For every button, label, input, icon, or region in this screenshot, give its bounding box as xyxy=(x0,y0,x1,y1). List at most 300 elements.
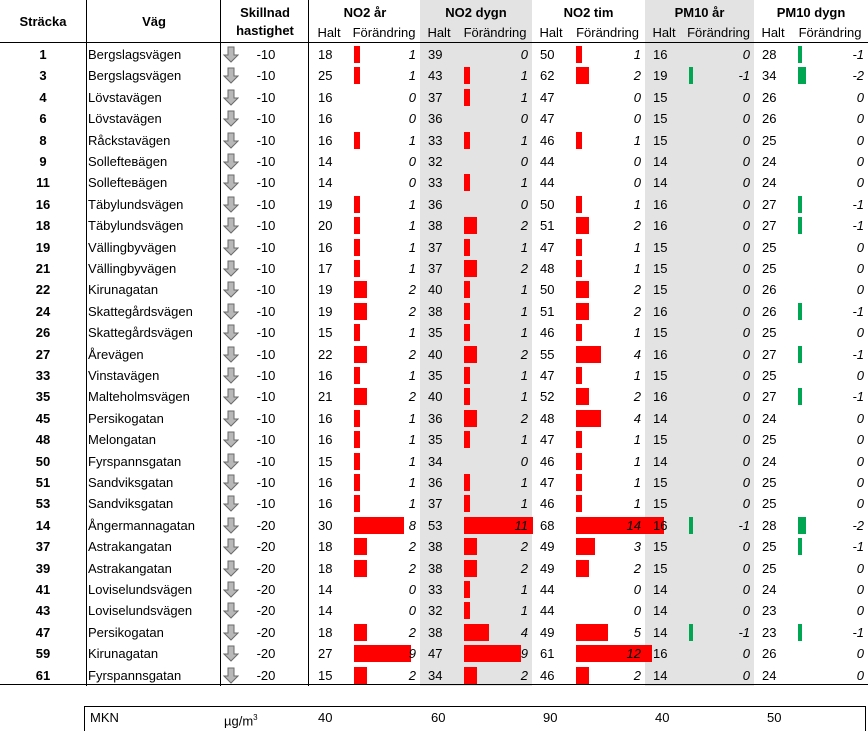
down-arrow-icon xyxy=(223,346,239,363)
halt-pm10-dygn: 27 xyxy=(762,389,777,405)
road-name: Fyrspannsgatan xyxy=(88,453,182,469)
halt-pm10-ar: 15 xyxy=(653,239,668,255)
change-no2-tim: 0 xyxy=(633,582,641,597)
change-pm10-dygn: -1 xyxy=(852,624,864,640)
halt-no2-ar: 27 xyxy=(318,646,333,662)
change-no2-tim: 1 xyxy=(633,475,641,490)
speed-change: -10 xyxy=(256,303,276,319)
halt-no2-dygn: 37 xyxy=(428,261,443,276)
halt-no2-ar: 30 xyxy=(318,517,333,533)
halt-pm10-dygn: 24 xyxy=(762,410,777,426)
halt-pm10-ar: 14 xyxy=(653,175,668,191)
road-name: Malteholmsvägen xyxy=(88,389,190,405)
change-no2-tim: 0 xyxy=(633,154,641,169)
change-pm10-ar: 0 xyxy=(742,132,750,148)
halt-pm10-ar: 15 xyxy=(653,432,668,448)
halt-no2-dygn: 33 xyxy=(428,132,443,148)
change-no2-dygn: 2 xyxy=(520,346,528,362)
mkn-pm10-dygn: 50 xyxy=(767,710,782,725)
halt-pm10-ar: 14 xyxy=(653,624,668,640)
stracka-id: 26 xyxy=(35,325,51,341)
halt-no2-ar: 18 xyxy=(318,560,333,576)
table-row xyxy=(0,301,868,322)
halt-pm10-ar: 16 xyxy=(653,218,668,234)
halt-no2-dygn: 33 xyxy=(428,175,443,191)
change-no2-ar: 1 xyxy=(408,432,416,448)
halt-pm10-ar: 16 xyxy=(653,646,668,662)
halt-pm10-dygn: 25 xyxy=(762,132,777,148)
change-no2-tim: 2 xyxy=(633,303,641,319)
halt-no2-dygn: 34 xyxy=(428,453,443,469)
down-arrow-icon xyxy=(223,174,239,191)
change-no2-ar: 2 xyxy=(408,282,416,298)
change-no2-dygn: 1 xyxy=(520,68,528,84)
halt-pm10-ar: 16 xyxy=(653,517,668,533)
speed-change: -10 xyxy=(256,218,276,234)
halt-no2-dygn: 39 xyxy=(428,47,443,62)
change-pm10-dygn: -1 xyxy=(852,346,864,362)
change-no2-dygn: 1 xyxy=(520,303,528,319)
change-no2-dygn: 1 xyxy=(520,368,528,383)
table-row xyxy=(0,515,868,536)
road-name: Sollefteвägen xyxy=(88,175,168,191)
halt-no2-ar: 19 xyxy=(318,196,333,212)
change-no2-dygn: 2 xyxy=(520,261,528,276)
change-no2-ar: 2 xyxy=(408,346,416,362)
stracka-id: 19 xyxy=(35,239,51,255)
change-no2-tim: 4 xyxy=(633,410,641,426)
change-no2-ar: 1 xyxy=(408,475,416,490)
halt-pm10-dygn: 28 xyxy=(762,517,777,533)
change-no2-tim: 1 xyxy=(633,196,641,212)
divider-skillnad xyxy=(220,0,221,686)
table-bottom-line xyxy=(0,684,868,685)
change-pm10-ar: 0 xyxy=(742,282,750,298)
change-pm10-dygn: 0 xyxy=(856,239,864,255)
halt-no2-dygn: 38 xyxy=(428,624,443,640)
halt-pm10-dygn: 24 xyxy=(762,154,777,169)
change-pm10-dygn: 0 xyxy=(856,432,864,448)
road-name: Astrakangatan xyxy=(88,560,172,576)
halt-no2-tim: 55 xyxy=(540,346,555,362)
halt-no2-tim: 51 xyxy=(540,218,555,234)
table-row xyxy=(0,579,868,600)
speed-change: -10 xyxy=(256,346,276,362)
mkn-unit xyxy=(224,709,258,730)
table-row xyxy=(0,558,868,579)
change-pm10-dygn: -2 xyxy=(852,517,864,533)
halt-pm10-ar: 15 xyxy=(653,496,668,512)
table-row xyxy=(0,536,868,557)
halt-pm10-dygn: 25 xyxy=(762,496,777,512)
halt-no2-ar: 18 xyxy=(318,47,333,62)
halt-no2-ar: 22 xyxy=(318,346,333,362)
change-no2-ar: 0 xyxy=(408,175,416,191)
halt-no2-ar: 16 xyxy=(318,239,333,255)
change-no2-ar: 2 xyxy=(408,389,416,405)
change-no2-ar: 9 xyxy=(408,646,416,662)
subheader-forandring-pm10-ar: Förändring xyxy=(687,25,750,40)
halt-no2-ar: 14 xyxy=(318,175,333,191)
change-no2-tim: 5 xyxy=(633,624,641,640)
stracka-id: 16 xyxy=(35,196,51,212)
speed-change: -20 xyxy=(256,603,276,619)
speed-change: -10 xyxy=(256,132,276,148)
halt-no2-tim: 52 xyxy=(540,389,555,405)
halt-pm10-ar: 15 xyxy=(653,282,668,298)
change-pm10-ar: 0 xyxy=(742,154,750,169)
change-pm10-ar: 0 xyxy=(742,368,750,383)
mkn-unit-base: µg/m xyxy=(224,713,254,729)
road-name: Astrakangatan xyxy=(88,539,172,555)
change-no2-dygn: 0 xyxy=(520,154,528,169)
change-no2-dygn: 1 xyxy=(520,239,528,255)
stracka-id: 51 xyxy=(35,475,51,490)
change-pm10-ar: 0 xyxy=(742,453,750,469)
change-no2-dygn: 1 xyxy=(520,496,528,512)
header-hastighet: hastighet xyxy=(236,23,294,38)
change-no2-tim: 0 xyxy=(633,603,641,619)
halt-no2-tim: 49 xyxy=(540,624,555,640)
halt-pm10-dygn: 27 xyxy=(762,346,777,362)
table-row xyxy=(0,44,868,65)
change-no2-ar: 1 xyxy=(408,68,416,84)
change-no2-tim: 1 xyxy=(633,132,641,148)
change-no2-tim: 2 xyxy=(633,667,641,683)
halt-no2-ar: 16 xyxy=(318,368,333,383)
table-row xyxy=(0,322,868,343)
speed-change: -20 xyxy=(256,667,276,683)
table-row xyxy=(0,215,868,236)
halt-no2-tim: 50 xyxy=(540,47,555,62)
table-row xyxy=(0,65,868,86)
speed-change: -10 xyxy=(256,111,276,127)
change-no2-ar: 1 xyxy=(408,132,416,148)
change-pm10-ar: 0 xyxy=(742,239,750,255)
halt-no2-tim: 44 xyxy=(540,175,555,191)
change-pm10-ar: 0 xyxy=(742,603,750,619)
halt-no2-dygn: 40 xyxy=(428,282,443,298)
change-pm10-dygn: -1 xyxy=(852,303,864,319)
road-name: Kirunagatan xyxy=(88,282,159,298)
header-group-pm10-dygn: PM10 dygn xyxy=(776,5,846,20)
speed-change: -10 xyxy=(256,389,276,405)
halt-pm10-dygn: 24 xyxy=(762,453,777,469)
halt-no2-dygn: 36 xyxy=(428,196,443,212)
mkn-no2-ar: 40 xyxy=(318,710,333,725)
change-no2-dygn: 0 xyxy=(520,453,528,469)
halt-no2-dygn: 34 xyxy=(428,667,443,683)
halt-no2-tim: 49 xyxy=(540,560,555,576)
change-no2-dygn: 2 xyxy=(520,539,528,555)
halt-pm10-ar: 15 xyxy=(653,89,668,105)
halt-no2-ar: 17 xyxy=(318,261,333,276)
change-no2-ar: 0 xyxy=(408,582,416,597)
halt-no2-tim: 44 xyxy=(540,603,555,619)
change-no2-tim: 2 xyxy=(633,218,641,234)
change-no2-dygn: 2 xyxy=(520,667,528,683)
down-arrow-icon xyxy=(223,217,239,234)
change-no2-tim: 14 xyxy=(626,517,641,533)
change-pm10-ar: 0 xyxy=(742,346,750,362)
road-name: Loviselundsvägen xyxy=(88,582,193,597)
halt-pm10-dygn: 25 xyxy=(762,261,777,276)
change-no2-ar: 8 xyxy=(408,517,416,533)
stracka-id: 24 xyxy=(35,303,51,319)
halt-no2-tim: 46 xyxy=(540,132,555,148)
stracka-id: 53 xyxy=(35,496,51,512)
down-arrow-icon xyxy=(223,431,239,448)
change-no2-tim: 1 xyxy=(633,261,641,276)
down-arrow-icon xyxy=(223,67,239,84)
change-no2-tim: 1 xyxy=(633,368,641,383)
halt-no2-tim: 47 xyxy=(540,111,555,127)
mkn-no2-tim: 90 xyxy=(543,710,558,725)
stracka-id: 4 xyxy=(39,89,47,105)
halt-no2-dygn: 38 xyxy=(428,303,443,319)
change-no2-ar: 1 xyxy=(408,453,416,469)
change-no2-dygn: 1 xyxy=(520,325,528,341)
stracka-id: 59 xyxy=(35,646,51,662)
halt-no2-dygn: 43 xyxy=(428,68,443,84)
halt-pm10-ar: 15 xyxy=(653,368,668,383)
change-pm10-ar: 0 xyxy=(742,667,750,683)
halt-no2-dygn: 35 xyxy=(428,432,443,448)
change-pm10-ar: -1 xyxy=(738,624,750,640)
road-name: Persikogatan xyxy=(88,624,164,640)
stracka-id: 18 xyxy=(35,218,51,234)
halt-pm10-ar: 15 xyxy=(653,261,668,276)
subheader-forandring-no2-ar: Förändring xyxy=(352,25,416,40)
road-name: Vällingbyvägen xyxy=(88,261,177,276)
change-no2-dygn: 1 xyxy=(520,389,528,405)
halt-no2-ar: 20 xyxy=(318,218,333,234)
change-no2-ar: 1 xyxy=(408,368,416,383)
table-row xyxy=(0,408,868,429)
halt-pm10-dygn: 26 xyxy=(762,303,777,319)
change-pm10-ar: 0 xyxy=(742,175,750,191)
halt-no2-tim: 46 xyxy=(540,325,555,341)
road-name: Bergslagsvägen xyxy=(88,68,182,84)
down-arrow-icon xyxy=(223,624,239,641)
stracka-id: 22 xyxy=(35,282,51,298)
subheader-halt-pm10-dygn: Halt xyxy=(761,25,785,40)
halt-no2-ar: 21 xyxy=(318,389,333,405)
subheader-forandring-pm10-dygn: Förändring xyxy=(798,25,862,40)
change-pm10-dygn: -1 xyxy=(852,196,864,212)
change-no2-ar: 1 xyxy=(408,47,416,62)
halt-pm10-ar: 15 xyxy=(653,132,668,148)
header-group-pm10-ar: PM10 år xyxy=(674,5,725,20)
halt-no2-dygn: 35 xyxy=(428,325,443,341)
table-row xyxy=(0,365,868,386)
stracka-id: 37 xyxy=(35,539,51,555)
road-name: Bergslagsvägen xyxy=(88,47,182,62)
halt-no2-tim: 68 xyxy=(540,517,555,533)
halt-no2-dygn: 40 xyxy=(428,346,443,362)
stracka-id: 27 xyxy=(35,346,51,362)
halt-pm10-ar: 14 xyxy=(653,410,668,426)
halt-no2-ar: 16 xyxy=(318,496,333,512)
road-name: Årevägen xyxy=(88,346,144,362)
halt-no2-tim: 49 xyxy=(540,539,555,555)
change-pm10-ar: 0 xyxy=(742,218,750,234)
down-arrow-icon xyxy=(223,410,239,427)
halt-pm10-dygn: 25 xyxy=(762,239,777,255)
table-row xyxy=(0,172,868,193)
change-no2-tim: 4 xyxy=(633,346,641,362)
change-no2-dygn: 1 xyxy=(520,582,528,597)
change-pm10-ar: 0 xyxy=(742,539,750,555)
table-row xyxy=(0,451,868,472)
halt-no2-ar: 18 xyxy=(318,624,333,640)
header-group-no2-tim: NO2 tim xyxy=(563,5,614,20)
change-pm10-ar: 0 xyxy=(742,89,750,105)
change-pm10-dygn: 0 xyxy=(856,410,864,426)
change-pm10-ar: 0 xyxy=(742,582,750,597)
halt-pm10-ar: 14 xyxy=(653,603,668,619)
road-name: Lövstavägen xyxy=(88,89,162,105)
halt-no2-dygn: 35 xyxy=(428,368,443,383)
halt-pm10-ar: 15 xyxy=(653,475,668,490)
change-pm10-ar: 0 xyxy=(742,410,750,426)
halt-pm10-dygn: 26 xyxy=(762,111,777,127)
change-pm10-dygn: 0 xyxy=(856,175,864,191)
halt-no2-ar: 16 xyxy=(318,132,333,148)
halt-pm10-ar: 15 xyxy=(653,560,668,576)
down-arrow-icon xyxy=(223,153,239,170)
road-name: Melongatan xyxy=(88,432,156,448)
halt-no2-ar: 18 xyxy=(318,539,333,555)
change-no2-ar: 1 xyxy=(408,261,416,276)
speed-change: -10 xyxy=(256,175,276,191)
halt-no2-dygn: 36 xyxy=(428,410,443,426)
divider-vag xyxy=(86,0,87,686)
change-pm10-dygn: 0 xyxy=(856,154,864,169)
halt-no2-dygn: 36 xyxy=(428,475,443,490)
change-pm10-dygn: 0 xyxy=(856,453,864,469)
road-name: Kirunagatan xyxy=(88,646,159,662)
stracka-id: 11 xyxy=(36,175,50,191)
road-name: Fyrspannsgatan xyxy=(88,667,182,683)
halt-no2-dygn: 38 xyxy=(428,539,443,555)
subheader-halt-pm10-ar: Halt xyxy=(652,25,676,40)
road-name: Råckstavägen xyxy=(88,132,171,148)
change-pm10-ar: -1 xyxy=(738,68,750,84)
halt-no2-tim: 44 xyxy=(540,582,555,597)
halt-pm10-dygn: 25 xyxy=(762,325,777,341)
divider-no2-ar xyxy=(308,0,309,686)
halt-no2-tim: 51 xyxy=(540,303,555,319)
speed-change: -10 xyxy=(256,261,276,276)
change-pm10-dygn: 0 xyxy=(856,603,864,619)
stracka-id: 9 xyxy=(39,154,47,169)
halt-pm10-ar: 14 xyxy=(653,582,668,597)
table-row xyxy=(0,665,868,686)
mkn-label: MKN xyxy=(90,710,119,725)
halt-pm10-dygn: 26 xyxy=(762,89,777,105)
halt-pm10-dygn: 34 xyxy=(762,68,777,84)
change-no2-tim: 0 xyxy=(633,111,641,127)
halt-no2-tim: 61 xyxy=(540,646,555,662)
change-pm10-dygn: 0 xyxy=(856,496,864,512)
change-no2-ar: 2 xyxy=(408,624,416,640)
change-no2-tim: 2 xyxy=(633,389,641,405)
stracka-id: 21 xyxy=(35,261,51,276)
change-no2-tim: 0 xyxy=(633,89,641,105)
down-arrow-icon xyxy=(223,602,239,619)
road-name: Lövstavägen xyxy=(88,111,162,127)
subheader-forandring-no2-dygn: Förändring xyxy=(463,25,527,40)
halt-no2-tim: 47 xyxy=(540,89,555,105)
halt-no2-dygn: 32 xyxy=(428,603,443,619)
change-no2-tim: 1 xyxy=(633,496,641,512)
change-pm10-ar: 0 xyxy=(742,389,750,405)
speed-change: -10 xyxy=(256,154,276,169)
halt-no2-tim: 47 xyxy=(540,239,555,255)
mkn-unit-exp: 3 xyxy=(253,713,258,722)
halt-pm10-dygn: 23 xyxy=(762,624,777,640)
down-arrow-icon xyxy=(223,495,239,512)
speed-change: -10 xyxy=(256,432,276,448)
halt-no2-dygn: 47 xyxy=(428,646,443,662)
change-no2-dygn: 1 xyxy=(520,89,528,105)
road-name: Täbylundsvägen xyxy=(88,196,184,212)
halt-pm10-ar: 16 xyxy=(653,389,668,405)
down-arrow-icon xyxy=(223,388,239,405)
change-no2-ar: 0 xyxy=(408,154,416,169)
down-arrow-icon xyxy=(223,667,239,684)
halt-no2-ar: 15 xyxy=(318,667,333,683)
change-pm10-ar: 0 xyxy=(742,325,750,341)
halt-no2-ar: 14 xyxy=(318,603,333,619)
subheader-forandring-no2-tim: Förändring xyxy=(576,25,639,40)
road-name: Vinstavägen xyxy=(88,368,160,383)
halt-no2-tim: 50 xyxy=(540,282,555,298)
halt-no2-ar: 16 xyxy=(318,475,333,490)
halt-pm10-dygn: 25 xyxy=(762,475,777,490)
change-pm10-ar: 0 xyxy=(742,261,750,276)
change-no2-ar: 0 xyxy=(408,111,416,127)
halt-pm10-ar: 19 xyxy=(653,68,668,84)
halt-pm10-dygn: 24 xyxy=(762,582,777,597)
down-arrow-icon xyxy=(223,367,239,384)
stracka-id: 6 xyxy=(39,111,47,127)
mkn-pm10-ar: 40 xyxy=(655,710,670,725)
change-no2-dygn: 0 xyxy=(520,196,528,212)
halt-pm10-dygn: 24 xyxy=(762,667,777,683)
change-no2-dygn: 2 xyxy=(520,560,528,576)
change-no2-dygn: 9 xyxy=(520,646,528,662)
down-arrow-icon xyxy=(223,260,239,277)
mkn-no2-dygn: 60 xyxy=(431,710,446,725)
change-no2-dygn: 2 xyxy=(520,410,528,426)
halt-pm10-ar: 16 xyxy=(653,303,668,319)
road-name: Skattegårdsvägen xyxy=(88,325,193,341)
speed-change: -20 xyxy=(256,539,276,555)
change-no2-tim: 12 xyxy=(626,646,641,662)
change-no2-ar: 0 xyxy=(408,89,416,105)
change-no2-ar: 1 xyxy=(408,239,416,255)
road-name: Sandviksgatan xyxy=(88,496,174,512)
change-pm10-dygn: 0 xyxy=(856,89,864,105)
change-no2-ar: 1 xyxy=(408,218,416,234)
road-name: Persikogatan xyxy=(88,410,164,426)
speed-change: -10 xyxy=(256,496,276,512)
change-pm10-dygn: 0 xyxy=(856,261,864,276)
halt-no2-tim: 47 xyxy=(540,368,555,383)
stracka-id: 41 xyxy=(35,582,51,597)
